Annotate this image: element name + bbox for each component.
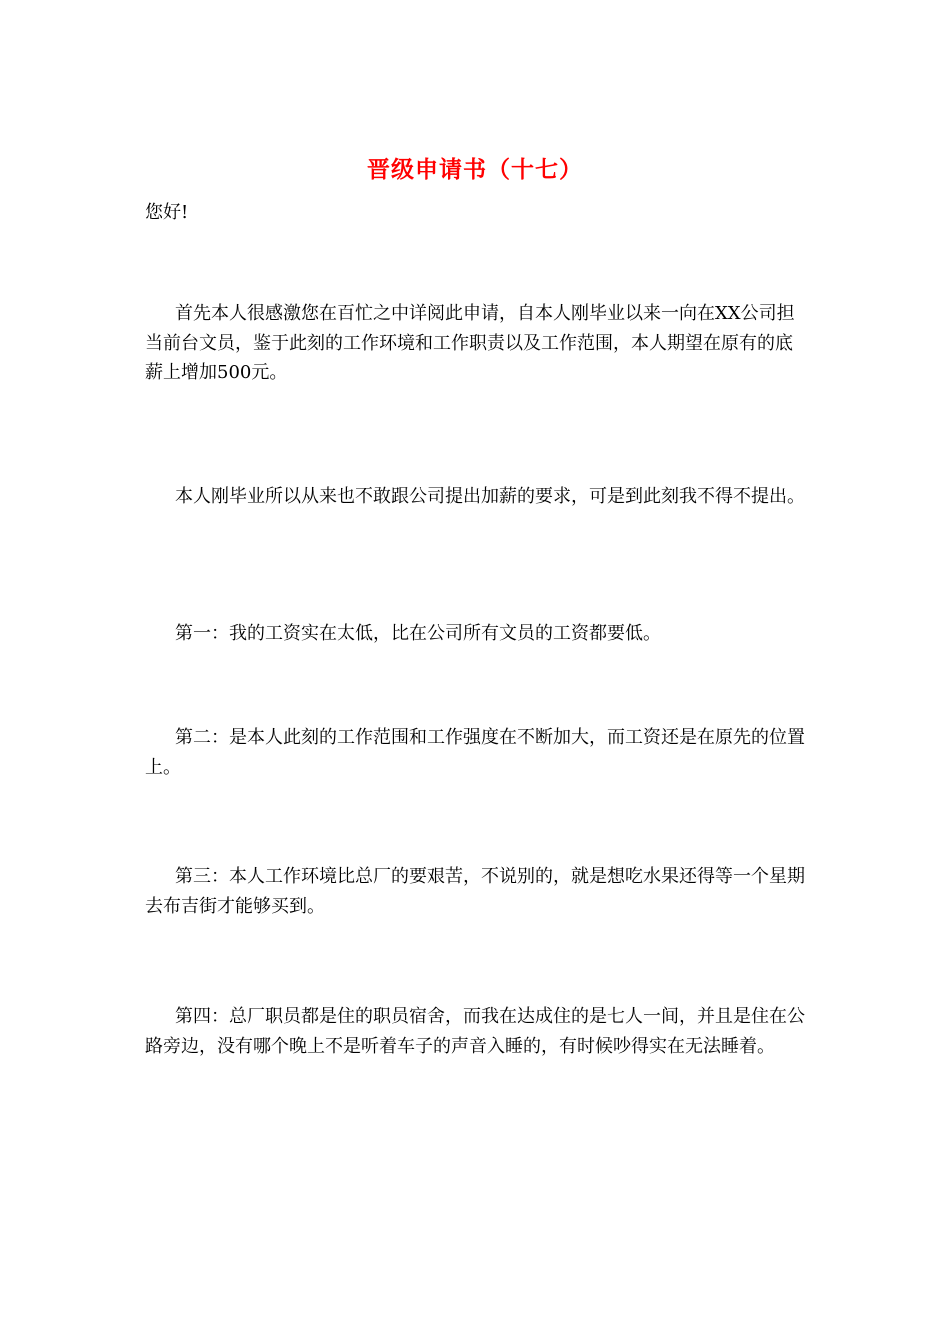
greeting: 您好! [145, 202, 189, 223]
paragraph-point-1: 第一：我的工资实在太低，比在公司所有文员的工资都要低。 [175, 623, 661, 644]
paragraph-reason-intro: 本人刚毕业所以从来也不敢跟公司提出加薪的要求，可是到此刻我不得不提出。 [175, 486, 805, 507]
document-title: 晋级申请书（十七） [367, 157, 583, 183]
paragraph-point-2: 第二：是本人此刻的工作范围和工作强度在不断加大，而工资还是在原先的位置上。 [145, 727, 805, 778]
paragraph-intro: 首先本人很感激您在百忙之中详阅此申请，自本人刚毕业以来一向在XX公司担当前台文员，鉴于此刻的工作环境和工作职责以及工作范围，本人期望在原有的底薪上增加500元。 [145, 303, 795, 383]
paragraph-point-3: 第三：本人工作环境比总厂的要艰苦，不说别的，就是想吃水果还得等一个星期去布吉街才能够买到。 [145, 866, 805, 917]
paragraph-point-4: 第四：总厂职员都是住的职员宿舍，而我在达成住的是七人一间，并且是住在公路旁边，没有哪个晚上不是听着车子的声音入睡的，有时候吵得实在无法睡着。 [145, 1006, 805, 1057]
